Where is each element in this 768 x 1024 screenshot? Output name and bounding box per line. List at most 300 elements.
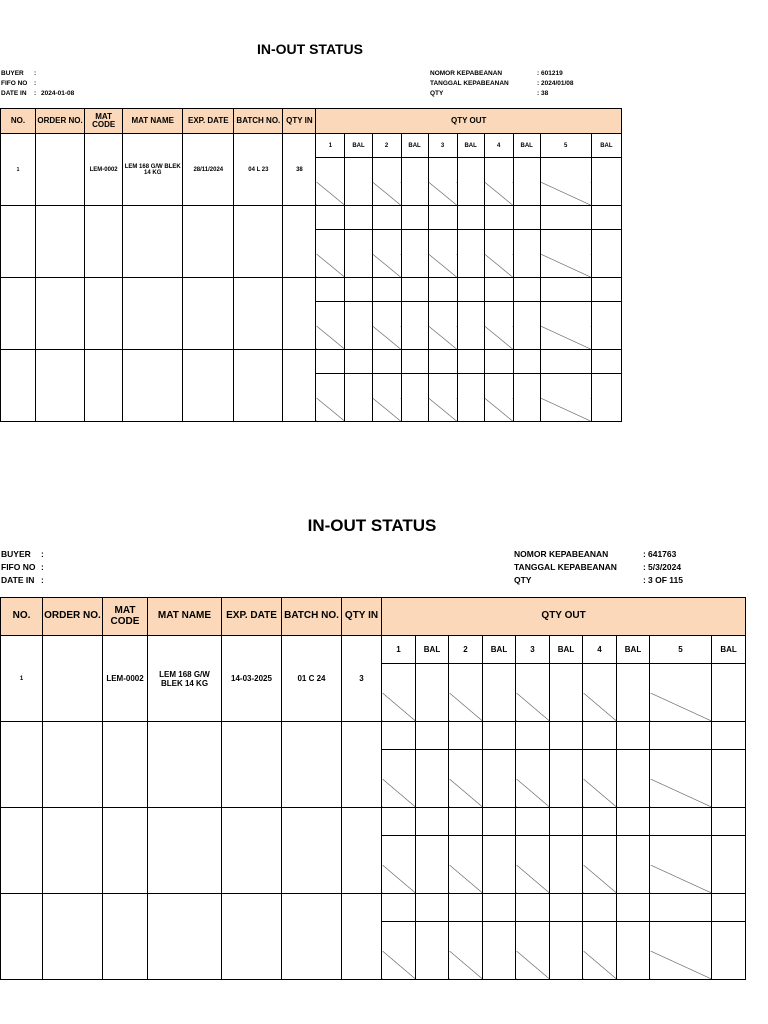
- qty-out-cell: [382, 722, 416, 750]
- colon: :: [643, 549, 646, 559]
- cell-qty-in: [283, 350, 316, 422]
- cell-order-no: [36, 206, 85, 278]
- cell-batch-no: [282, 808, 342, 894]
- qty-out-cell: [449, 664, 483, 693]
- cell-qty-in: [283, 278, 316, 350]
- qty-out-cell: [650, 922, 712, 951]
- bal-cell: [513, 302, 540, 350]
- cell-mat-code: [103, 722, 148, 808]
- header-order-no: ORDER NO.: [43, 598, 103, 636]
- qty-out-slash-cell: [516, 779, 550, 808]
- colon: :: [34, 80, 37, 87]
- cell-batch-no: [234, 278, 283, 350]
- subheader-bal: BAL: [401, 134, 428, 158]
- header-qty-in: QTY IN: [283, 109, 316, 134]
- qty-out-cell: [316, 278, 345, 302]
- cell-mat-code: LEM-0002: [85, 134, 123, 206]
- qty-out-slash-cell: [372, 326, 401, 350]
- qty-out-cell: [382, 922, 416, 951]
- bal-cell: [345, 230, 372, 278]
- qty-out-slash-cell: [540, 254, 591, 278]
- nomor-kepabeanan-value: 601219: [541, 70, 563, 77]
- qty-out-cell: [449, 836, 483, 865]
- colon: :: [643, 562, 646, 572]
- cell-exp-date: [183, 206, 234, 278]
- colon: :: [537, 90, 540, 97]
- qty-out-cell: [516, 750, 550, 779]
- bal-cell: [416, 722, 449, 750]
- bal-cell: [617, 664, 650, 722]
- header-qty-in: QTY IN: [342, 598, 382, 636]
- qty-out-cell: [382, 808, 416, 836]
- cell-mat-name: [123, 350, 183, 422]
- qty-out-slash-cell: [583, 779, 617, 808]
- qty-out-cell: [484, 158, 513, 182]
- subheader-bal: BAL: [513, 134, 540, 158]
- qty-out-cell: [449, 922, 483, 951]
- subheader-out-2: 2: [449, 636, 483, 664]
- colon: :: [34, 90, 37, 97]
- tanggal-kepabeanan-value: 5/3/2024: [648, 562, 682, 572]
- tanggal-kepabeanan-label: TANGGAL KEPABEANAN: [514, 562, 617, 572]
- qty-out-cell: [428, 302, 457, 326]
- bal-cell: [591, 206, 621, 230]
- bal-cell: [591, 350, 621, 374]
- bal-cell: [591, 230, 621, 278]
- qty-out-slash-cell: [650, 779, 712, 808]
- cell-order-no: [36, 134, 85, 206]
- qty-out-slash-cell: [382, 865, 416, 894]
- nomor-kepabeanan-value: 641763: [648, 549, 677, 559]
- subheader-out-1: 1: [382, 636, 416, 664]
- bal-cell: [550, 836, 583, 894]
- bal-cell: [617, 722, 650, 750]
- bal-cell: [513, 350, 540, 374]
- bal-cell: [513, 230, 540, 278]
- bal-cell: [617, 894, 650, 922]
- qty-out-cell: [428, 158, 457, 182]
- bal-cell: [345, 374, 372, 422]
- date-in-value: 2024-01-08: [41, 90, 75, 97]
- bal-cell: [457, 230, 484, 278]
- header-exp-date: EXP. DATE: [183, 109, 234, 134]
- qty-out-cell: [516, 894, 550, 922]
- qty-out-slash-cell: [516, 865, 550, 894]
- bal-cell: [483, 836, 516, 894]
- colon: :: [34, 70, 37, 77]
- colon: :: [41, 562, 44, 572]
- qty-out-slash-cell: [316, 182, 345, 206]
- fifo-label: FIFO NO: [1, 80, 28, 87]
- header-batch-no: BATCH NO.: [282, 598, 342, 636]
- bal-cell: [416, 750, 449, 808]
- qty-out-slash-cell: [449, 693, 483, 722]
- bal-cell: [483, 664, 516, 722]
- qty-out-slash-cell: [484, 254, 513, 278]
- cell-order-no: [36, 278, 85, 350]
- qty-out-cell: [372, 158, 401, 182]
- cell-no: [1, 894, 43, 980]
- cell-no: [1, 278, 36, 350]
- header-mat-code: MAT CODE: [85, 109, 123, 134]
- cell-mat-code: [85, 278, 123, 350]
- bal-cell: [401, 206, 428, 230]
- subheader-out-2: 2: [372, 134, 401, 158]
- bal-cell: [550, 722, 583, 750]
- cell-no: [1, 808, 43, 894]
- subheader-bal: BAL: [550, 636, 583, 664]
- cell-mat-name: [148, 808, 222, 894]
- bal-cell: [457, 302, 484, 350]
- qty-out-cell: [583, 922, 617, 951]
- qty-out-cell: [650, 722, 712, 750]
- qty-out-slash-cell: [583, 951, 617, 980]
- qty-out-slash-cell: [516, 693, 550, 722]
- cell-order-no: [43, 808, 103, 894]
- subheader-out-3: 3: [516, 636, 550, 664]
- bal-cell: [483, 894, 516, 922]
- qty-out-slash-cell: [428, 254, 457, 278]
- qty-out-cell: [428, 206, 457, 230]
- subheader-bal: BAL: [591, 134, 621, 158]
- qty-out-cell: [650, 836, 712, 865]
- tanggal-kepabeanan-value: 2024/01/08: [541, 80, 574, 87]
- cell-order-no: [36, 350, 85, 422]
- qty-out-cell: [428, 350, 457, 374]
- qty-out-slash-cell: [650, 693, 712, 722]
- bal-cell: [513, 158, 540, 206]
- cell-mat-name: LEM 168 G/W BLEK 14 KG: [148, 636, 222, 722]
- qty-out-cell: [372, 278, 401, 302]
- bal-cell: [513, 278, 540, 302]
- form-title: IN-OUT STATUS: [256, 41, 364, 57]
- qty-out-cell: [540, 278, 591, 302]
- header-no: NO.: [1, 109, 36, 134]
- cell-no: 1: [1, 134, 36, 206]
- bal-cell: [345, 350, 372, 374]
- bal-cell: [591, 158, 621, 206]
- bal-cell: [401, 158, 428, 206]
- bal-cell: [591, 374, 621, 422]
- qty-value: 38: [541, 90, 549, 97]
- qty-out-slash-cell: [316, 398, 345, 422]
- cell-mat-name: [123, 278, 183, 350]
- qty-out-slash-cell: [372, 182, 401, 206]
- bal-cell: [345, 158, 372, 206]
- qty-label: QTY: [514, 575, 532, 585]
- bal-cell: [457, 374, 484, 422]
- qty-out-cell: [516, 722, 550, 750]
- qty-out-slash-cell: [382, 951, 416, 980]
- cell-exp-date: [222, 808, 282, 894]
- cell-order-no: [43, 894, 103, 980]
- bal-cell: [513, 374, 540, 422]
- cell-batch-no: [282, 894, 342, 980]
- qty-out-cell: [583, 894, 617, 922]
- bal-cell: [401, 374, 428, 422]
- status-table: [0, 108, 622, 422]
- cell-exp-date: [183, 278, 234, 350]
- qty-out-cell: [382, 836, 416, 865]
- qty-out-cell: [484, 302, 513, 326]
- bal-cell: [550, 922, 583, 980]
- bal-cell: [591, 302, 621, 350]
- status-table: [0, 597, 746, 980]
- qty-out-slash-cell: [516, 951, 550, 980]
- qty-out-cell: [382, 750, 416, 779]
- qty-out-cell: [316, 302, 345, 326]
- tanggal-kepabeanan-label: TANGGAL KEPABEANAN: [430, 80, 509, 87]
- bal-cell: [712, 750, 746, 808]
- qty-out-cell: [583, 722, 617, 750]
- subheader-out-5: 5: [650, 636, 712, 664]
- bal-cell: [550, 750, 583, 808]
- bal-cell: [401, 350, 428, 374]
- bal-cell: [617, 750, 650, 808]
- qty-out-slash-cell: [449, 951, 483, 980]
- bal-cell: [483, 722, 516, 750]
- qty-out-cell: [449, 722, 483, 750]
- qty-out-cell: [583, 808, 617, 836]
- bal-cell: [401, 302, 428, 350]
- bal-cell: [416, 922, 449, 980]
- colon: :: [41, 549, 44, 559]
- header-mat-name: MAT NAME: [148, 598, 222, 636]
- qty-out-cell: [372, 374, 401, 398]
- date-in-label: DATE IN: [1, 90, 27, 97]
- bal-cell: [513, 206, 540, 230]
- fifo-label: FIFO NO: [1, 562, 36, 572]
- colon: :: [41, 575, 44, 585]
- bal-cell: [416, 664, 449, 722]
- qty-out-cell: [540, 374, 591, 398]
- bal-cell: [550, 894, 583, 922]
- cell-mat-name: LEM 168 G/W BLEK 14 KG: [123, 134, 183, 206]
- bal-cell: [712, 922, 746, 980]
- qty-out-cell: [516, 836, 550, 865]
- buyer-label: BUYER: [1, 70, 24, 77]
- subheader-bal: BAL: [345, 134, 372, 158]
- qty-out-cell: [540, 206, 591, 230]
- nomor-kepabeanan-label: NOMOR KEPABEANAN: [430, 70, 503, 77]
- header-qty-out: QTY OUT: [382, 598, 746, 636]
- cell-exp-date: [222, 894, 282, 980]
- qty-out-slash-cell: [650, 865, 712, 894]
- cell-no: 1: [1, 636, 43, 722]
- header-qty-out: QTY OUT: [316, 109, 622, 134]
- cell-batch-no: 04 L 23: [234, 134, 283, 206]
- qty-out-cell: [372, 230, 401, 254]
- qty-out-cell: [428, 278, 457, 302]
- subheader-out-4: 4: [583, 636, 617, 664]
- qty-out-cell: [583, 750, 617, 779]
- qty-out-cell: [372, 206, 401, 230]
- nomor-kepabeanan-label: NOMOR KEPABEANAN: [514, 549, 609, 559]
- qty-out-cell: [449, 808, 483, 836]
- date-in-label: DATE IN: [1, 575, 35, 585]
- qty-out-cell: [484, 206, 513, 230]
- subheader-out-3: 3: [428, 134, 457, 158]
- subheader-out-1: 1: [316, 134, 345, 158]
- qty-out-cell: [316, 230, 345, 254]
- qty-out-cell: [650, 664, 712, 693]
- bal-cell: [457, 278, 484, 302]
- qty-out-slash-cell: [484, 182, 513, 206]
- subheader-out-4: 4: [484, 134, 513, 158]
- qty-out-cell: [540, 302, 591, 326]
- qty-out-cell: [540, 230, 591, 254]
- qty-out-cell: [650, 808, 712, 836]
- bal-cell: [617, 808, 650, 836]
- qty-out-slash-cell: [316, 254, 345, 278]
- bal-cell: [345, 278, 372, 302]
- qty-out-slash-cell: [382, 693, 416, 722]
- cell-no: [1, 206, 36, 278]
- header-mat-name: MAT NAME: [123, 109, 183, 134]
- header-order-no: ORDER NO.: [36, 109, 85, 134]
- bal-cell: [617, 922, 650, 980]
- qty-out-slash-cell: [428, 182, 457, 206]
- bal-cell: [457, 158, 484, 206]
- bal-cell: [483, 922, 516, 980]
- cell-mat-code: LEM-0002: [103, 636, 148, 722]
- bal-cell: [712, 808, 746, 836]
- cell-mat-name: [148, 894, 222, 980]
- colon: :: [643, 575, 646, 585]
- qty-out-cell: [428, 374, 457, 398]
- qty-out-cell: [382, 894, 416, 922]
- qty-out-cell: [484, 230, 513, 254]
- cell-exp-date: [183, 350, 234, 422]
- colon: :: [537, 70, 540, 77]
- bal-cell: [416, 894, 449, 922]
- qty-out-cell: [316, 206, 345, 230]
- qty-out-cell: [372, 350, 401, 374]
- qty-out-cell: [382, 664, 416, 693]
- bal-cell: [712, 836, 746, 894]
- bal-cell: [416, 836, 449, 894]
- cell-mat-code: [103, 894, 148, 980]
- cell-no: [1, 722, 43, 808]
- colon: :: [537, 80, 540, 87]
- bal-cell: [401, 230, 428, 278]
- bal-cell: [591, 278, 621, 302]
- bal-cell: [345, 206, 372, 230]
- bal-cell: [712, 664, 746, 722]
- buyer-label: BUYER: [1, 549, 31, 559]
- qty-out-cell: [484, 278, 513, 302]
- bal-cell: [416, 808, 449, 836]
- cell-qty-in: [342, 894, 382, 980]
- qty-out-cell: [484, 374, 513, 398]
- header-exp-date: EXP. DATE: [222, 598, 282, 636]
- qty-out-cell: [428, 230, 457, 254]
- bal-cell: [483, 808, 516, 836]
- qty-out-cell: [516, 808, 550, 836]
- header-mat-code: MAT CODE: [103, 598, 148, 636]
- cell-batch-no: [282, 722, 342, 808]
- cell-qty-in: 38: [283, 134, 316, 206]
- cell-mat-code: [103, 808, 148, 894]
- subheader-out-5: 5: [540, 134, 591, 158]
- qty-out-cell: [516, 922, 550, 951]
- qty-out-slash-cell: [540, 182, 591, 206]
- qty-out-slash-cell: [372, 254, 401, 278]
- qty-value: 3 OF 115: [648, 575, 683, 585]
- qty-out-slash-cell: [372, 398, 401, 422]
- cell-exp-date: [222, 722, 282, 808]
- qty-out-slash-cell: [316, 326, 345, 350]
- cell-batch-no: [234, 206, 283, 278]
- qty-out-slash-cell: [583, 693, 617, 722]
- qty-out-slash-cell: [583, 865, 617, 894]
- cell-qty-in: [283, 206, 316, 278]
- qty-out-slash-cell: [540, 398, 591, 422]
- header-batch-no: BATCH NO.: [234, 109, 283, 134]
- form-title: IN-OUT STATUS: [307, 516, 437, 535]
- cell-mat-code: [85, 350, 123, 422]
- qty-out-cell: [316, 374, 345, 398]
- qty-out-slash-cell: [428, 398, 457, 422]
- qty-out-cell: [316, 350, 345, 374]
- qty-out-slash-cell: [449, 865, 483, 894]
- bal-cell: [550, 808, 583, 836]
- cell-batch-no: [234, 350, 283, 422]
- cell-qty-in: 3: [342, 636, 382, 722]
- qty-out-cell: [540, 350, 591, 374]
- bal-cell: [457, 206, 484, 230]
- header-no: NO.: [1, 598, 43, 636]
- qty-out-cell: [449, 894, 483, 922]
- qty-out-cell: [650, 894, 712, 922]
- subheader-bal: BAL: [712, 636, 746, 664]
- cell-order-no: [43, 636, 103, 722]
- cell-no: [1, 350, 36, 422]
- qty-out-cell: [583, 664, 617, 693]
- cell-batch-no: 01 C 24: [282, 636, 342, 722]
- subheader-bal: BAL: [617, 636, 650, 664]
- qty-out-slash-cell: [428, 326, 457, 350]
- qty-out-cell: [540, 158, 591, 182]
- cell-mat-name: [123, 206, 183, 278]
- bal-cell: [712, 894, 746, 922]
- bal-cell: [457, 350, 484, 374]
- qty-out-slash-cell: [484, 326, 513, 350]
- qty-out-cell: [372, 302, 401, 326]
- bal-cell: [617, 836, 650, 894]
- subheader-bal: BAL: [457, 134, 484, 158]
- bal-cell: [550, 664, 583, 722]
- qty-out-slash-cell: [540, 326, 591, 350]
- bal-cell: [712, 722, 746, 750]
- bal-cell: [401, 278, 428, 302]
- qty-out-cell: [449, 750, 483, 779]
- qty-out-cell: [583, 836, 617, 865]
- subheader-bal: BAL: [483, 636, 516, 664]
- qty-out-slash-cell: [382, 779, 416, 808]
- cell-exp-date: 14-03-2025: [222, 636, 282, 722]
- qty-out-slash-cell: [650, 951, 712, 980]
- bal-cell: [483, 750, 516, 808]
- cell-order-no: [43, 722, 103, 808]
- cell-mat-code: [85, 206, 123, 278]
- qty-out-cell: [650, 750, 712, 779]
- cell-qty-in: [342, 722, 382, 808]
- qty-out-slash-cell: [449, 779, 483, 808]
- cell-qty-in: [342, 808, 382, 894]
- qty-out-cell: [484, 350, 513, 374]
- qty-out-cell: [516, 664, 550, 693]
